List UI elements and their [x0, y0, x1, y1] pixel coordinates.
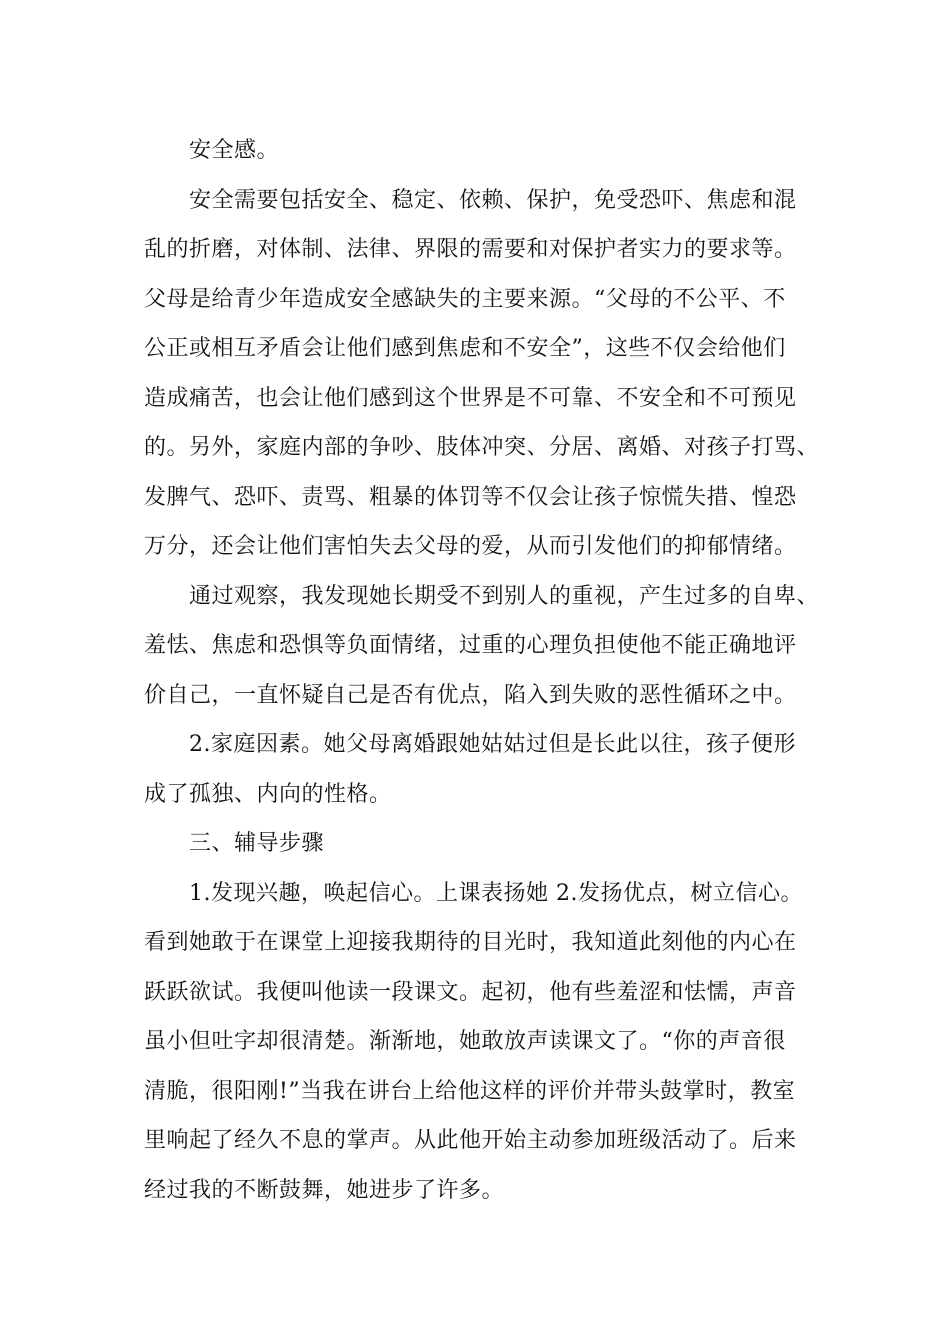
text-line: 通过观察，我发现她长期受不到别人的重视，产生过多的自卑、: [189, 583, 820, 609]
text-line: 公正或相互矛盾会让他们感到焦虑和不安全”，这些不仅会给他们: [144, 336, 786, 361]
text-line: 经过我的不断鼓舞，她进步了许多。: [144, 1177, 505, 1203]
text-line: 跃跃欲试。我便叫他读一段课文。起初，他有些羞涩和怯懦，声音: [144, 979, 797, 1005]
text-line: 造成痛苦，也会让他们感到这个世界是不可靠、不安全和不可预见: [144, 385, 797, 411]
text-line: 的。另外，家庭内部的争吵、肢体冲突、分居、离婚、对孩子打骂、: [144, 435, 820, 460]
text-line: 价自己，一直怀疑自己是否有优点，陷入到失败的恶性循环之中。: [144, 682, 797, 708]
text-line: 安全感。: [189, 138, 280, 163]
text-line: 乱的折磨，对体制、法律、界限的需要和对保护者实力的要求等。: [144, 237, 797, 262]
text-line: 清脆，很阳刚!”当我在讲台上给他这样的评价并带头鼓掌时，教室: [144, 1078, 796, 1104]
text-line: 安全需要包括安全、稳定、依赖、保护，免受恐吓、焦虑和混: [189, 187, 797, 213]
text-line: 父母是给青少年造成安全感缺失的主要来源。“父母的不公平、不: [144, 286, 786, 312]
text-line: 万分，还会让他们害怕失去父母的爱，从而引发他们的抑郁情绪。: [144, 534, 797, 559]
text-line: 2.家庭因素。她父母离婚跟她姑姑过但是长此以往，孩子便形: [189, 732, 796, 757]
text-line: 发脾气、恐吓、责骂、粗暴的体罚等不仅会让孩子惊慌失措、惶恐: [144, 484, 797, 510]
text-line: 成了孤独、内向的性格。: [144, 781, 392, 807]
text-line: 虽小但吐字却很清楚。渐渐地，她敢放声读课文了。“你的声音很: [144, 1029, 786, 1054]
text-line: 1.发现兴趣，唤起信心。上课表扬她 2.发扬优点，树立信心。: [189, 880, 803, 906]
text-line: 看到她敢于在课堂上迎接我期待的目光时，我知道此刻他的内心在: [144, 930, 797, 955]
text-line: 里响起了经久不息的掌声。从此他开始主动参加班级活动了。后来: [144, 1128, 797, 1153]
text-line: 羞怯、焦虑和恐惧等负面情绪，过重的心理负担使他不能正确地评: [144, 633, 797, 658]
text-line: 三、辅导步骤: [189, 831, 325, 856]
document-body: [144, 126, 824, 1215]
